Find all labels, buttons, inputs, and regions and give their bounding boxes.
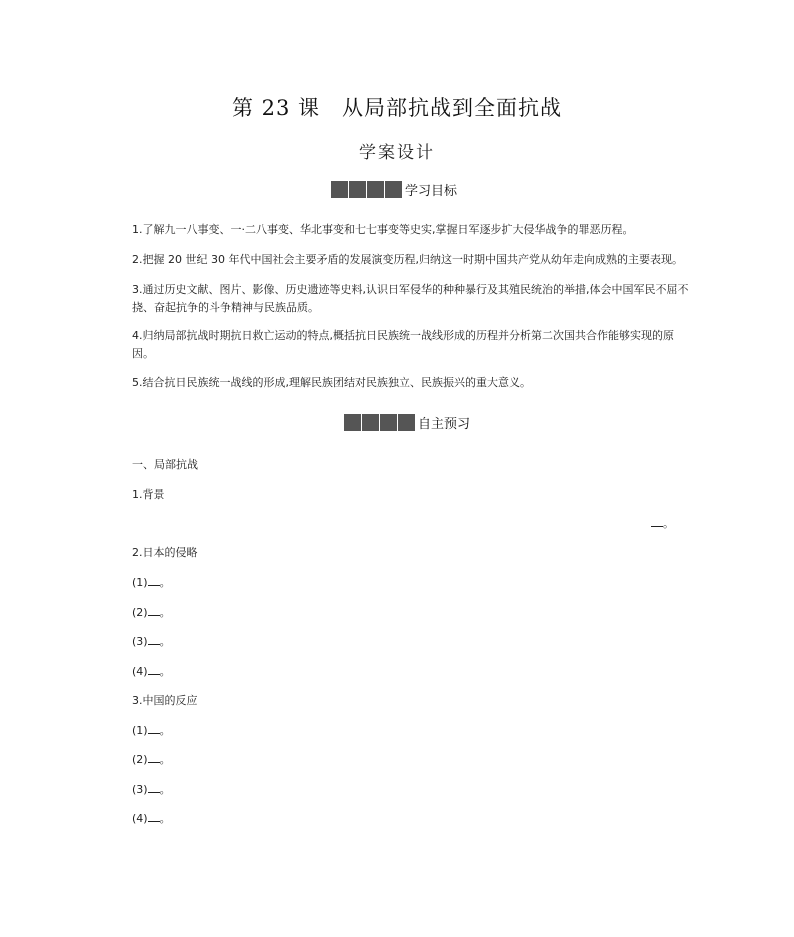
item-number: (3)	[132, 635, 148, 648]
objective-item: 3.通过历史文献、图片、影像、历史遗迹等史料,认识日军侵华的种种暴行及其殖民统治的举措,体会中国军民不屈不挠、奋起抗争的斗争精神与民族品质。	[132, 283, 689, 314]
objective-item: 2.把握 20 世纪 30 年代中国社会主要矛盾的发展演变历程,归纳这一时期中国共产党从幼年走向成熟的主要表现。	[132, 253, 683, 266]
objective-item: 5.结合抗日民族统一战线的形成,理解民族团结对民族独立、民族振兴的重大意义。	[132, 376, 531, 389]
blank-line[interactable]	[148, 605, 160, 616]
section-header-blocks	[331, 181, 403, 198]
end-mark: 。	[159, 753, 171, 766]
fill-item	[132, 604, 171, 620]
item-number: (2)	[132, 606, 148, 619]
end-mark: 。	[159, 724, 171, 737]
end-mark: 。	[159, 665, 171, 678]
section-heading: 学习目标	[405, 184, 458, 199]
section-heading: 自主预习	[418, 417, 471, 432]
blank-line[interactable]	[148, 811, 160, 822]
end-mark: 。	[159, 635, 171, 648]
subsection-heading: 2.日本的侵略	[132, 546, 198, 559]
blank-line[interactable]	[148, 575, 160, 586]
item-number: (2)	[132, 753, 148, 766]
page-subtitle: 学案设计	[359, 143, 435, 163]
fill-item	[132, 781, 171, 797]
fill-item	[132, 574, 171, 590]
fill-item	[132, 810, 171, 826]
item-number: (4)	[132, 812, 148, 825]
fill-item	[132, 751, 171, 767]
blank-line[interactable]	[651, 516, 663, 527]
part-heading: 一、局部抗战	[132, 458, 198, 471]
objective-item: 4.归纳局部抗战时期抗日救亡运动的特点,概括抗日民族统一战线形成的历程并分析第二次国共合作能够实现的原因。	[132, 329, 674, 360]
end-mark: 。	[159, 783, 171, 796]
section-header-objectives	[331, 180, 457, 199]
blank-line[interactable]	[148, 634, 160, 645]
item-number: (4)	[132, 665, 148, 678]
item-number: (3)	[132, 783, 148, 796]
blank-line[interactable]	[148, 782, 160, 793]
end-mark: 。	[663, 517, 674, 530]
item-number: (1)	[132, 724, 148, 737]
fill-item	[132, 722, 171, 738]
subsection-heading: 1.背景	[132, 488, 165, 501]
subsection-heading: 3.中国的反应	[132, 694, 198, 707]
end-mark: 。	[159, 812, 171, 825]
section-header-blocks	[344, 414, 416, 431]
fill-blank	[651, 515, 674, 531]
blank-line[interactable]	[148, 723, 160, 734]
page-title: 第 23 课 从局部抗战到全面抗战	[231, 96, 563, 120]
objective-item: 1.了解九一八事变、一·二八事变、华北事变和七七事变等史实,掌握日军逐步扩大侵华战争的罪恶历程。	[132, 223, 634, 236]
end-mark: 。	[159, 606, 171, 619]
section-header-preview	[344, 413, 470, 432]
fill-item	[132, 663, 171, 679]
item-number: (1)	[132, 576, 148, 589]
blank-line[interactable]	[148, 752, 160, 763]
fill-item	[132, 633, 171, 649]
blank-line[interactable]	[148, 664, 160, 675]
end-mark: 。	[159, 576, 171, 589]
